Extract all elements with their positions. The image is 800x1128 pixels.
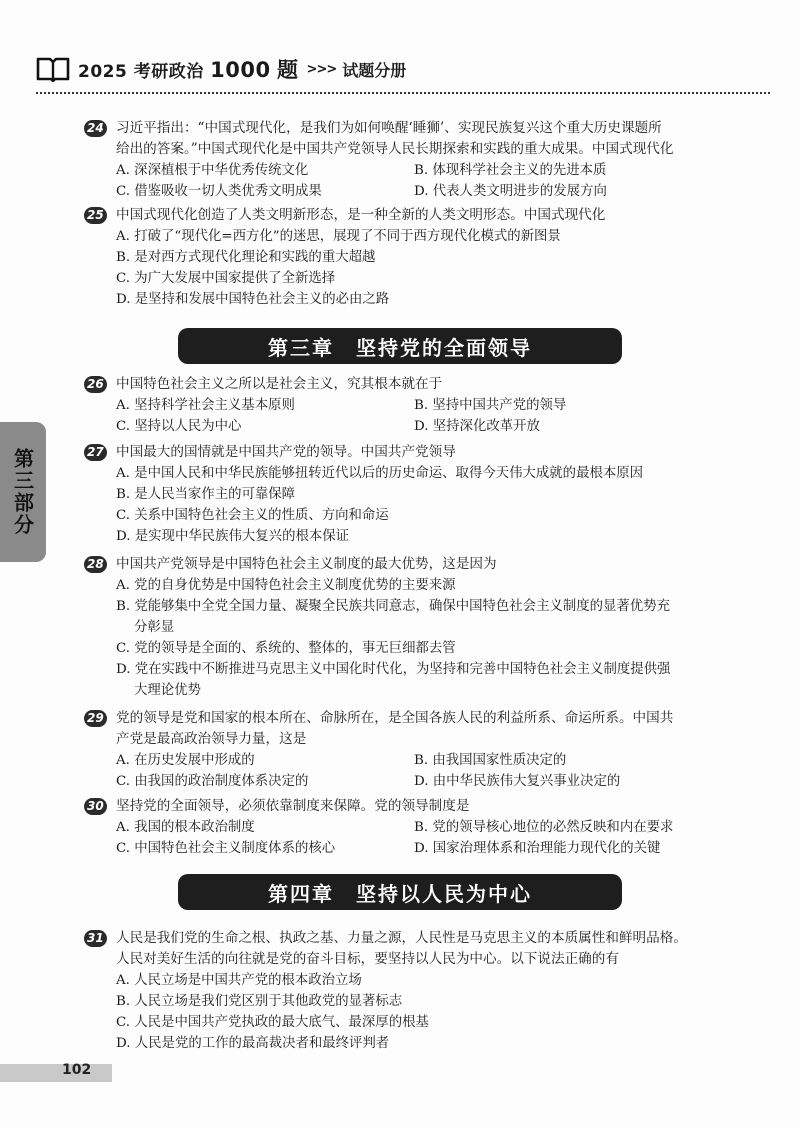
option-c: C. 借鉴吸收一切人类优秀文明成果 (116, 184, 322, 199)
option-d: D. 由中华民族伟大复兴事业决定的 (414, 774, 621, 789)
question-number: 26 (84, 376, 107, 393)
option-a: A. 党的自身优势是中国特色社会主义制度优势的主要来源 (116, 578, 456, 593)
option-c: C. 中国特色社会主义制度体系的核心 (116, 841, 336, 856)
stem-line: 产党是最高政治领导力量，这是 (116, 731, 307, 747)
option-b: B. 人民立场是我们党区别于其他政党的显著标志 (116, 994, 403, 1009)
stem-line: 习近平指出：“中国式现代化，是我们为如何唤醒‘睡狮’、实现民族复兴这个重大历史课题所 (116, 120, 662, 136)
question-number: 30 (84, 798, 107, 815)
option-d (116, 659, 726, 701)
question-stem (88, 796, 738, 817)
question-number: 25 (84, 207, 107, 224)
option-b: B. 体现科学社会主义的先进本质 (414, 163, 607, 178)
chapter-banner-4 (178, 874, 622, 910)
question-number: 31 (84, 930, 107, 947)
title-mid: 考研政治 (133, 62, 204, 82)
option-b-line: B. 党能够集中全党全国力量、凝聚全民族共同意志，确保中国特色社会主义制度的显著优势充 (116, 599, 670, 614)
question-30 (87, 796, 738, 856)
option-a: A. 深深植根于中华优秀传统文化 (116, 163, 309, 178)
question-stem (88, 374, 738, 395)
question-25 (87, 205, 738, 307)
stem-line: 中国共产党领导是中国特色社会主义制度的最大优势，这是因为 (116, 556, 497, 572)
option-d: D. 人民是党的工作的最高裁决者和最终评判者 (116, 1036, 390, 1051)
question-stem (88, 205, 738, 226)
question-stem (88, 442, 738, 463)
option-a: A. 打破了“现代化=西方化”的迷思，展现了不同于西方现代化模式的新图景 (116, 229, 561, 244)
page-number: 102 (62, 1062, 92, 1078)
stem-line: 中国最大的国情就是中国共产党的领导。中国共产党领导 (116, 444, 456, 460)
question-number: 28 (84, 556, 107, 573)
title-year: 2025 (78, 62, 128, 82)
option-a: A. 坚持科学社会主义基本原则 (116, 398, 295, 413)
question-number: 27 (84, 444, 107, 461)
question-28 (87, 554, 738, 698)
part-side-tab-label: 第三部分 (10, 448, 35, 536)
option-a: A. 是中国人民和中华民族能够扭转近代以后的历史命运、取得今天伟大成就的最根本原因 (116, 466, 644, 481)
option-c: C. 人民是中国共产党执政的最大底气、最深厚的根基 (116, 1015, 429, 1030)
option-c: C. 关系中国特色社会主义的性质、方向和命运 (116, 508, 389, 523)
open-book-icon (36, 56, 70, 82)
footer-bar (0, 1064, 112, 1082)
stem-line: 给出的答案。”中国式现代化是中国共产党领导人民长期探索和实践的重大成果。中国式现代化 (116, 141, 674, 157)
option-c: C. 党的领导是全面的、系统的、整体的，事无巨细都去管 (116, 641, 456, 656)
question-27 (87, 442, 738, 544)
chapter-title: 第四章 坚持以人民为中心 (268, 881, 532, 906)
question-26 (87, 374, 738, 434)
option-b: B. 由我国国家性质决定的 (414, 753, 567, 768)
option-b: B. 党的领导核心地位的必然反映和内在要求 (414, 820, 674, 835)
question-stem (88, 118, 738, 160)
header-subtitle: 试题分册 (342, 60, 407, 80)
stem-line: 坚持党的全面领导，必须依靠制度来保障。党的领导制度是 (116, 798, 470, 814)
option-b-line: 分彰显 (134, 620, 175, 635)
title-num: 1000 (210, 58, 271, 82)
stem-line: 党的领导是党和国家的根本所在、命脉所在，是全国各族人民的利益所系、命运所系。中国共 (116, 710, 674, 726)
option-d: D. 代表人类文明进步的发展方向 (414, 184, 607, 199)
option-b: B. 坚持中国共产党的领导 (414, 398, 567, 413)
option-c: C. 为广大发展中国家提供了全新选择 (116, 271, 336, 286)
stem-line: 人民对美好生活的向往就是党的奋斗目标，要坚持以人民为中心。以下说法正确的有 (116, 951, 619, 967)
book-title (78, 54, 299, 84)
stem-line: 人民是我们党的生命之根、执政之基、力量之源，人民性是马克思主义的本质属性和鲜明品格。 (116, 930, 687, 946)
part-side-tab (0, 422, 46, 562)
question-stem (88, 708, 738, 750)
question-number: 24 (84, 120, 107, 137)
option-b (116, 596, 726, 638)
stem-line: 中国特色社会主义之所以是社会主义，究其根本就在于 (116, 376, 443, 392)
option-d: D. 坚持深化改革开放 (414, 419, 540, 434)
question-31 (87, 928, 738, 1051)
question-24 (87, 118, 738, 199)
header-divider (36, 92, 770, 94)
option-c: C. 由我国的政治制度体系决定的 (116, 774, 309, 789)
option-b: B. 是对西方式现代化理论和实践的重大超越 (116, 250, 376, 265)
option-d: D. 是坚持和发展中国特色社会主义的必由之路 (116, 292, 390, 307)
option-d: D. 是实现中华民族伟大复兴的根本保证 (116, 529, 350, 544)
option-d: D. 国家治理体系和治理能力现代化的关键 (414, 841, 661, 856)
question-stem (88, 928, 738, 970)
question-stem (88, 554, 738, 575)
option-a: A. 人民立场是中国共产党的根本政治立场 (116, 973, 362, 988)
question-number: 29 (84, 710, 107, 727)
question-29 (87, 708, 738, 789)
option-b: B. 是人民当家作主的可靠保障 (116, 487, 296, 502)
option-c: C. 坚持以人民为中心 (116, 419, 242, 434)
option-a: A. 我国的根本政治制度 (116, 820, 255, 835)
option-d-line: 大理论优势 (134, 683, 201, 698)
stem-line: 中国式现代化创造了人类文明新形态，是一种全新的人类文明形态。中国式现代化 (116, 207, 606, 223)
option-a: A. 在历史发展中形成的 (116, 753, 255, 768)
header-arrows: >>> (306, 61, 337, 77)
option-d-line: D. 党在实践中不断推进马克思主义中国化时代化，为坚持和完善中国特色社会主义制度提供强 (116, 662, 671, 677)
page-header (36, 54, 406, 84)
chapter-banner-3 (178, 328, 622, 364)
chapter-title: 第三章 坚持党的全面领导 (268, 335, 532, 360)
title-end: 题 (277, 58, 299, 82)
